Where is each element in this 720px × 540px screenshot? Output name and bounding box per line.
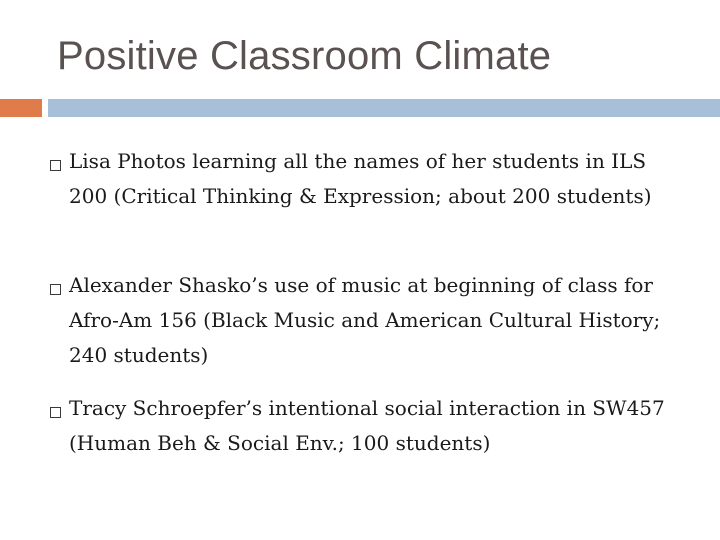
title-rule-bar bbox=[48, 99, 720, 117]
bullet-text: Alexander Shasko’s use of music at beginning of class for Afro-Am 156 (Black Music and American Cultural History; 240 students) bbox=[69, 273, 661, 367]
checkbox-bullet-icon bbox=[50, 160, 61, 171]
bullet-text: Tracy Schroepfer’s intentional social interaction in SW457 (Human Beh & Social Env.; 100 students) bbox=[69, 396, 665, 455]
slide-title: Positive Classroom Climate bbox=[57, 34, 552, 78]
bullet-text: Lisa Photos learning all the names of her students in ILS 200 (Critical Thinking & Expression; about 200 students) bbox=[69, 149, 652, 208]
accent-bar bbox=[0, 99, 42, 117]
checkbox-bullet-icon bbox=[50, 284, 61, 295]
checkbox-bullet-icon bbox=[50, 407, 61, 418]
